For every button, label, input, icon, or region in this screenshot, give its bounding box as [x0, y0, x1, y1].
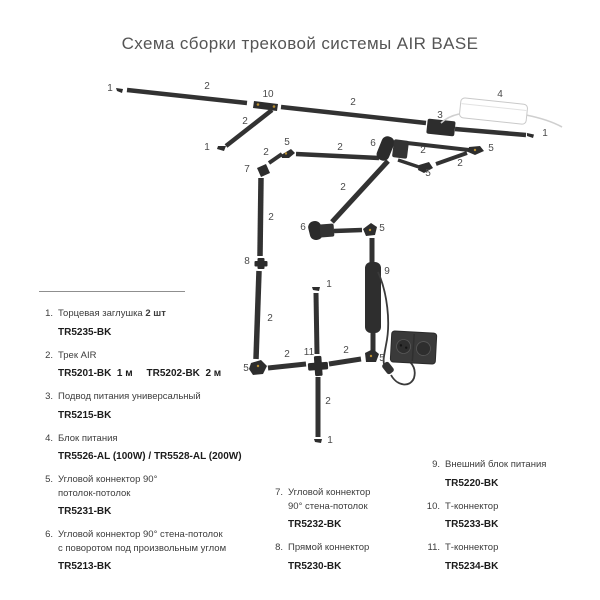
track-segment [436, 153, 467, 164]
track-segment [398, 160, 419, 167]
track-segment [455, 129, 526, 135]
part-label-2: 2 [350, 97, 356, 108]
part-label-5: 5 [284, 137, 290, 148]
page-title: Схема сборки трековой системы AIR BASE [121, 34, 479, 53]
legend-item-text: Т-коннектор [445, 542, 499, 553]
track-segment [329, 359, 361, 364]
swivel-connector-6-lower-icon [307, 220, 335, 242]
part-label-6: 6 [300, 222, 306, 233]
contact-dot [369, 229, 371, 231]
end-cap-icon [527, 133, 534, 138]
end-cap-icon [116, 88, 123, 93]
legend-item [421, 500, 591, 532]
legend-item-code: TR5234-BK [445, 560, 499, 572]
legend-item-code: TR5235-BK [58, 326, 112, 338]
track-segment [407, 143, 469, 150]
track-segment [296, 154, 379, 158]
legend-item [40, 528, 275, 574]
part-label-2: 2 [337, 142, 343, 153]
legend-item-number: 2. [45, 349, 53, 361]
legend-column-right [421, 458, 591, 583]
legend-item-text: Торцевая заглушка 2 шт [58, 308, 166, 319]
part-label-5: 5 [379, 353, 385, 364]
contact-dot [285, 152, 287, 154]
track-segment [127, 90, 247, 103]
end-cap-icon [217, 146, 226, 151]
legend-item-number: 7. [275, 487, 283, 498]
power-supply-4 [441, 98, 562, 127]
part-label-2: 2 [284, 349, 290, 360]
legend-item-code: TR5213-BK [58, 561, 112, 572]
psu-cable-right [526, 115, 562, 127]
part-label-2: 2 [267, 313, 273, 324]
legend-item-text: Прямой коннектор [288, 542, 370, 553]
track-segment [281, 107, 426, 123]
external-psu-run [365, 238, 437, 384]
legend-item [40, 307, 275, 339]
part-label-11: 11 [303, 347, 315, 358]
legend-item-number: 3. [45, 391, 53, 402]
legend-item-text: Трек AIR [58, 349, 97, 361]
part-label-2: 2 [457, 158, 463, 169]
end-cap-icon [314, 439, 322, 443]
legend-item-text: Блок питания [58, 432, 118, 444]
legend-item-number: 9. [432, 459, 440, 470]
swivel-track-segment [332, 161, 388, 222]
legend-item-number: 11. [427, 542, 440, 553]
part-label-2: 2 [263, 147, 269, 158]
legend-column-middle [272, 486, 422, 583]
legend-item-number: 6. [45, 529, 53, 540]
legend-item-text: Угловой коннектор 90° стена-потолок [58, 529, 223, 540]
legend-item-code: TR5232-BK [288, 519, 342, 530]
part-label-2: 2 [242, 116, 248, 127]
legend-item-text: Внешний блок питания [445, 459, 547, 470]
t-connector-11-icon [307, 355, 328, 376]
legend-column-left [40, 307, 275, 583]
legend-item [421, 541, 591, 573]
legend-item-text: Угловой коннектор 90° [58, 474, 158, 485]
legend-item-code: TR5233-BK [445, 519, 499, 530]
legend-item [272, 541, 422, 573]
track-segment [260, 178, 261, 256]
track-segment [269, 154, 282, 163]
contact-dot [273, 105, 276, 108]
part-label-7: 7 [244, 164, 250, 175]
swivel-connector-6-upper-icon [375, 134, 409, 162]
legend-item [272, 486, 422, 532]
legend-item-text: Угловой коннектор [288, 487, 371, 498]
part-label-5: 5 [425, 168, 431, 179]
psu-box-icon [459, 98, 528, 125]
part-label-1: 1 [327, 435, 333, 446]
contact-dot [474, 149, 476, 151]
legend-item-number: 4. [45, 432, 53, 444]
part-label-2: 2 [340, 182, 346, 193]
part-label-5: 5 [379, 223, 385, 234]
part-label-6: 6 [370, 138, 376, 149]
legend-item-number: 5. [45, 474, 53, 485]
legend-item [421, 458, 591, 490]
legend-item-code: TR5526-AL (100W) / TR5528-AL (200W) [58, 451, 242, 462]
track-segment [334, 230, 362, 231]
end-cap-icon [312, 287, 320, 291]
legend-item-number: 8. [275, 542, 283, 553]
legend-item-text: потолок-потолок [58, 487, 131, 499]
straight-connector-8-icon [255, 258, 268, 269]
part-label-1: 1 [107, 83, 113, 94]
contact-dot [370, 355, 372, 357]
part-label-9: 9 [384, 266, 390, 277]
part-label-3: 3 [437, 110, 443, 121]
track-segment [316, 293, 317, 354]
legend-item [40, 349, 275, 381]
part-label-8: 8 [244, 256, 250, 267]
legend-item [40, 432, 275, 464]
part-label-2: 2 [204, 81, 210, 92]
legend-item-code: TR5215-BK [58, 409, 112, 421]
legend-item-text: Подвод питания универсальный [58, 391, 201, 402]
corner-connector-5-icon [281, 149, 295, 158]
part-label-1: 1 [326, 279, 332, 290]
part-label-5: 5 [243, 363, 249, 374]
part-label-4: 4 [497, 89, 503, 100]
wall-ceiling-connector-7-icon [257, 164, 270, 177]
ceiling-loop [257, 134, 484, 241]
plug-cable [391, 362, 415, 384]
track-branch-segment [226, 110, 272, 146]
legend-item-code: TR5231-BK [58, 506, 112, 517]
part-label-10: 10 [262, 89, 274, 100]
part-label-2: 2 [268, 212, 274, 223]
legend-item-code: TR5230-BK [288, 560, 342, 572]
legend-divider [39, 291, 185, 292]
legend-item-text: 90° стена-потолок [288, 500, 368, 512]
part-label-2: 2 [420, 145, 426, 156]
part-label-2: 2 [325, 396, 331, 407]
part-label-1: 1 [542, 128, 548, 139]
legend-item-text: с поворотом под произвольным углом [58, 542, 227, 554]
wall-outlet-icon [390, 331, 437, 364]
legend-item-number: 1. [45, 308, 53, 319]
part-label-1: 1 [204, 142, 210, 153]
legend-item-code: TR5220-BK [445, 477, 499, 489]
top-track-run [116, 88, 534, 151]
legend-item-number: 10. [426, 500, 440, 512]
part-label-5: 5 [488, 143, 494, 154]
contact-dot [257, 103, 260, 106]
legend-item [40, 473, 275, 519]
legend-item-text: Т-коннектор [445, 500, 499, 512]
corner-connector-5-icon [418, 162, 433, 173]
power-feed-3-icon [426, 119, 455, 137]
legend-item [40, 390, 275, 422]
legend-item-code: TR5201-BK 1 м TR5202-BK 2 м [58, 368, 222, 379]
part-label-2: 2 [343, 345, 349, 356]
